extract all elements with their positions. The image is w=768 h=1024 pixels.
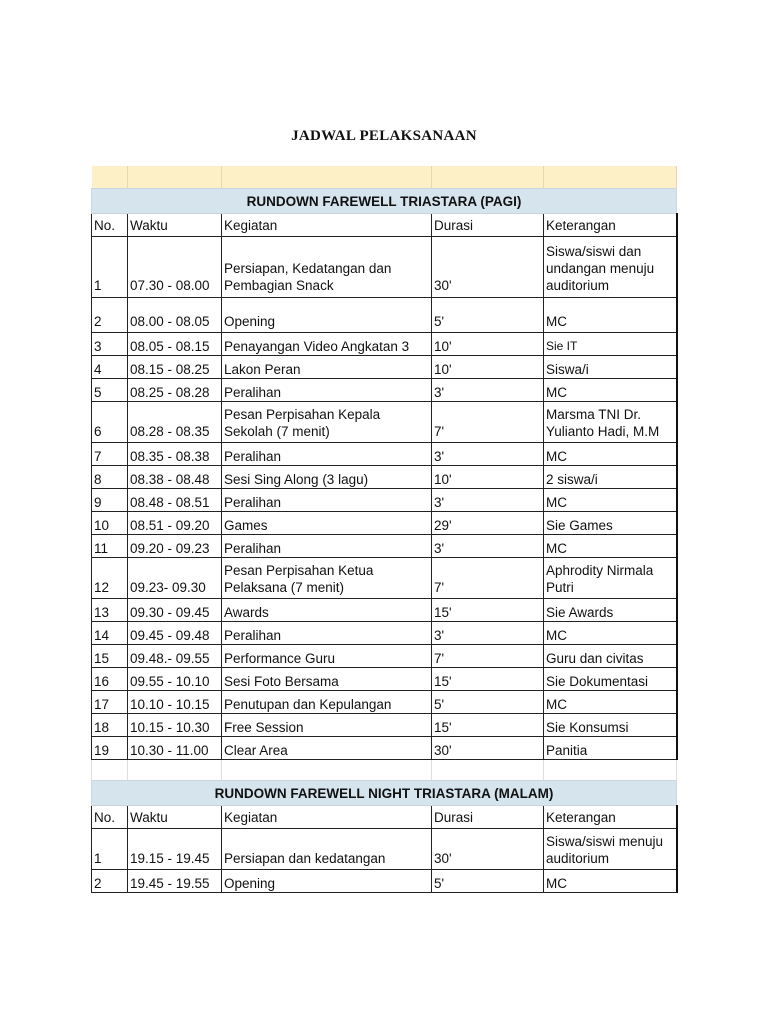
cell-no: 1 — [92, 829, 128, 870]
cell-waktu: 10.15 - 10.30 — [128, 714, 222, 737]
cell-no: 3 — [92, 333, 128, 356]
cell-waktu: 07.30 - 08.00 — [128, 237, 222, 298]
cell-durasi: 7' — [432, 402, 544, 443]
cell-kegiatan: Lakon Peran — [222, 356, 432, 379]
header-no: No. — [92, 806, 128, 829]
spacer-row — [92, 760, 677, 781]
cell-durasi: 30' — [432, 237, 544, 298]
cell-no: 17 — [92, 691, 128, 714]
table-row — [92, 829, 677, 870]
cell-waktu: 08.05 - 08.15 — [128, 333, 222, 356]
cell-durasi: 3' — [432, 443, 544, 466]
table-row — [92, 298, 677, 333]
cell-kegiatan: Awards — [222, 599, 432, 622]
cell-kegiatan: Persiapan dan kedatangan — [222, 829, 432, 870]
cell-keterangan: MC — [544, 622, 677, 645]
cell-durasi: 15' — [432, 714, 544, 737]
cell-no: 1 — [92, 237, 128, 298]
cell-no: 14 — [92, 622, 128, 645]
cell-kegiatan: Performance Guru — [222, 645, 432, 668]
cell-keterangan: Sie Dokumentasi — [544, 668, 677, 691]
spacer-cell — [432, 760, 544, 781]
section-heading-pagi — [92, 189, 677, 214]
cell-waktu: 08.25 - 08.28 — [128, 379, 222, 402]
cell-keterangan: MC — [544, 298, 677, 333]
cell-waktu: 08.28 - 08.35 — [128, 402, 222, 443]
cell-keterangan: Sie Games — [544, 512, 677, 535]
cell-waktu: 08.15 - 08.25 — [128, 356, 222, 379]
cell-durasi: 3' — [432, 379, 544, 402]
table-row — [92, 691, 677, 714]
cell-kegiatan: Penutupan dan Kepulangan — [222, 691, 432, 714]
cell-durasi: 3' — [432, 622, 544, 645]
cell-no: 2 — [92, 298, 128, 333]
header-keterangan: Keterangan — [544, 806, 677, 829]
header-keterangan: Keterangan — [544, 214, 677, 237]
section-heading-malam — [92, 781, 677, 806]
cell-kegiatan: Persiapan, Kedatangan dan Pembagian Snack — [222, 237, 432, 298]
cell-waktu: 08.51 - 09.20 — [128, 512, 222, 535]
cell-no: 7 — [92, 443, 128, 466]
table-row — [92, 737, 677, 760]
cell-keterangan: MC — [544, 870, 677, 893]
cell-no: 15 — [92, 645, 128, 668]
cell-no: 10 — [92, 512, 128, 535]
cell-durasi: 5' — [432, 298, 544, 333]
table-row — [92, 599, 677, 622]
page-title: JADWAL PELAKSANAAN — [291, 128, 477, 144]
cell-kegiatan: Sesi Foto Bersama — [222, 668, 432, 691]
cell-kegiatan: Pesan Perpisahan Kepala Sekolah (7 menit) — [222, 402, 432, 443]
table-row — [92, 333, 677, 356]
spacer-row — [92, 166, 677, 189]
cell-no: 18 — [92, 714, 128, 737]
cell-kegiatan: Opening — [222, 298, 432, 333]
cell-kegiatan: Games — [222, 512, 432, 535]
cell-keterangan: Sie Konsumsi — [544, 714, 677, 737]
header-waktu: Waktu — [128, 806, 222, 829]
cell-kegiatan: Peralihan — [222, 489, 432, 512]
cell-waktu: 19.15 - 19.45 — [128, 829, 222, 870]
cell-durasi: 3' — [432, 535, 544, 558]
header-kegiatan: Kegiatan — [222, 214, 432, 237]
cell-durasi: 10' — [432, 466, 544, 489]
cell-waktu: 19.45 - 19.55 — [128, 870, 222, 893]
cell-durasi: 15' — [432, 599, 544, 622]
spacer-cell — [222, 760, 432, 781]
cell-durasi: 10' — [432, 333, 544, 356]
header-durasi: Durasi — [432, 806, 544, 829]
header-durasi: Durasi — [432, 214, 544, 237]
cell-kegiatan: Peralihan — [222, 443, 432, 466]
cell-kegiatan: Sesi Sing Along (3 lagu) — [222, 466, 432, 489]
cell-keterangan: Sie Awards — [544, 599, 677, 622]
cell-no: 8 — [92, 466, 128, 489]
cell-keterangan: Siswa/siswi menuju auditorium — [544, 829, 677, 870]
cell-waktu: 10.30 - 11.00 — [128, 737, 222, 760]
cell-no: 4 — [92, 356, 128, 379]
table-row — [92, 558, 677, 599]
header-waktu: Waktu — [128, 214, 222, 237]
table-row — [92, 622, 677, 645]
column-header-row — [92, 214, 677, 237]
cell-durasi: 30' — [432, 829, 544, 870]
cell-keterangan: Sie IT — [544, 333, 677, 356]
rundown-sheet — [91, 166, 676, 893]
cell-durasi: 3' — [432, 489, 544, 512]
cell-waktu: 09.55 - 10.10 — [128, 668, 222, 691]
table-row — [92, 466, 677, 489]
cell-no: 12 — [92, 558, 128, 599]
cell-no: 9 — [92, 489, 128, 512]
cell-durasi: 30' — [432, 737, 544, 760]
cell-no: 5 — [92, 379, 128, 402]
cell-keterangan: 2 siswa/i — [544, 466, 677, 489]
cell-waktu: 10.10 - 10.15 — [128, 691, 222, 714]
spacer-cell — [92, 760, 128, 781]
cell-waktu: 08.35 - 08.38 — [128, 443, 222, 466]
section-title: RUNDOWN FAREWELL NIGHT TRIASTARA (MALAM) — [92, 781, 677, 806]
cell-durasi: 5' — [432, 691, 544, 714]
spacer-cell — [128, 760, 222, 781]
cell-durasi: 10' — [432, 356, 544, 379]
cell-waktu: 08.00 - 08.05 — [128, 298, 222, 333]
cell-no: 6 — [92, 402, 128, 443]
cell-kegiatan: Peralihan — [222, 622, 432, 645]
table-row — [92, 714, 677, 737]
cell-waktu: 09.23- 09.30 — [128, 558, 222, 599]
table-row — [92, 443, 677, 466]
cell-waktu: 09.20 - 09.23 — [128, 535, 222, 558]
cell-keterangan: Siswa/i — [544, 356, 677, 379]
table-row — [92, 535, 677, 558]
cell-no: 16 — [92, 668, 128, 691]
cell-keterangan: Marsma TNI Dr. Yulianto Hadi, M.M — [544, 402, 677, 443]
cell-waktu: 08.48 - 08.51 — [128, 489, 222, 512]
cell-no: 11 — [92, 535, 128, 558]
column-header-row — [92, 806, 677, 829]
cell-kegiatan: Opening — [222, 870, 432, 893]
cell-no: 19 — [92, 737, 128, 760]
cell-waktu: 09.30 - 09.45 — [128, 599, 222, 622]
cell-keterangan: MC — [544, 535, 677, 558]
cell-keterangan: Aphrodity Nirmala Putri — [544, 558, 677, 599]
cell-durasi: 5' — [432, 870, 544, 893]
cell-waktu: 08.38 - 08.48 — [128, 466, 222, 489]
cell-durasi: 29' — [432, 512, 544, 535]
cell-kegiatan: Peralihan — [222, 379, 432, 402]
cell-waktu: 09.45 - 09.48 — [128, 622, 222, 645]
cell-kegiatan: Pesan Perpisahan Ketua Pelaksana (7 menit) — [222, 558, 432, 599]
cell-waktu: 09.48.- 09.55 — [128, 645, 222, 668]
header-no: No. — [92, 214, 128, 237]
header-kegiatan: Kegiatan — [222, 806, 432, 829]
cell-keterangan: Guru dan civitas — [544, 645, 677, 668]
cell-no: 13 — [92, 599, 128, 622]
cell-kegiatan: Clear Area — [222, 737, 432, 760]
cell-durasi: 7' — [432, 645, 544, 668]
table-row — [92, 237, 677, 298]
rundown-table — [91, 166, 678, 893]
cell-no: 2 — [92, 870, 128, 893]
table-row — [92, 489, 677, 512]
cell-keterangan: MC — [544, 443, 677, 466]
spacer-cell — [544, 760, 677, 781]
cell-durasi: 15' — [432, 668, 544, 691]
table-row — [92, 870, 677, 893]
table-row — [92, 668, 677, 691]
cell-kegiatan: Peralihan — [222, 535, 432, 558]
table-row — [92, 379, 677, 402]
cell-keterangan: MC — [544, 489, 677, 512]
section-title: RUNDOWN FAREWELL TRIASTARA (PAGI) — [92, 189, 677, 214]
cell-keterangan: MC — [544, 379, 677, 402]
table-row — [92, 512, 677, 535]
table-row — [92, 645, 677, 668]
cell-keterangan: Panitia — [544, 737, 677, 760]
cell-keterangan: Siswa/siswi dan undangan menuju auditorium — [544, 237, 677, 298]
cell-durasi: 7' — [432, 558, 544, 599]
table-row — [92, 356, 677, 379]
cell-keterangan: MC — [544, 691, 677, 714]
table-row — [92, 402, 677, 443]
cell-kegiatan: Penayangan Video Angkatan 3 — [222, 333, 432, 356]
cell-kegiatan: Free Session — [222, 714, 432, 737]
